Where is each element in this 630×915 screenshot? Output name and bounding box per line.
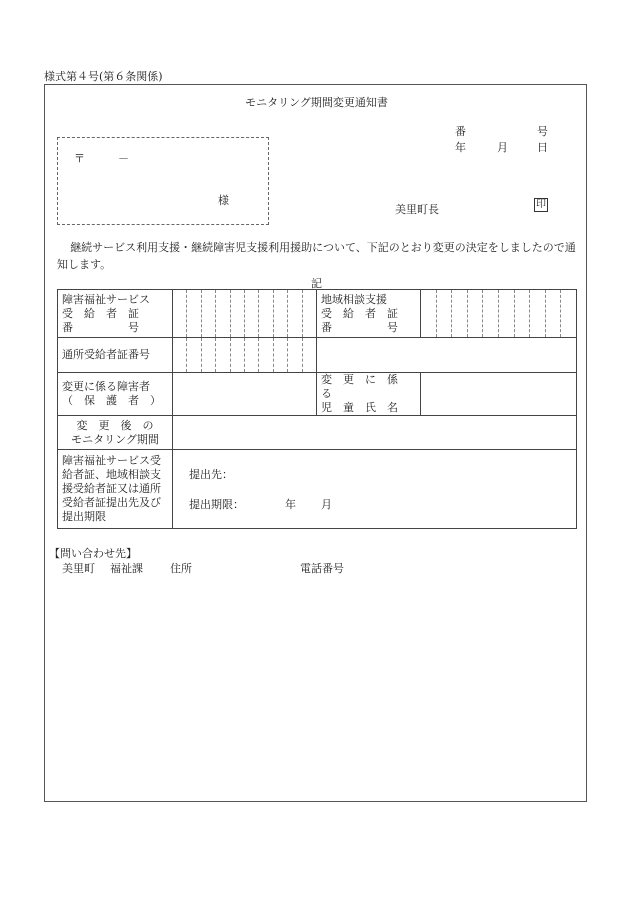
label-line: 変 更 後 の xyxy=(76,418,154,432)
monitoring-period-label xyxy=(58,416,173,450)
deadline-year: 年 xyxy=(285,498,296,511)
date-month: 月 xyxy=(497,141,508,154)
address-box xyxy=(57,137,269,225)
deadline-label: 提出期限： xyxy=(189,498,244,511)
label-line: モニタリング期間 xyxy=(71,432,159,446)
table-row xyxy=(58,290,577,338)
empty-cell xyxy=(317,338,577,373)
label-line: 援受給者証又は通所 xyxy=(62,482,161,495)
child-name-label xyxy=(317,373,421,416)
child-name-field[interactable] xyxy=(421,373,577,416)
community-cert-number-field[interactable] xyxy=(421,290,577,338)
deadline-month: 月 xyxy=(321,498,332,511)
community-cert-number-label xyxy=(317,290,421,338)
number-label: 番 xyxy=(455,125,466,138)
label-line: 変 更 に 係 る xyxy=(321,373,409,400)
label-line: （ 保 護 者 ） xyxy=(62,394,161,407)
label-line: 障害福祉サービス受 xyxy=(62,454,161,467)
label-line: 番 号 xyxy=(62,320,139,334)
date-year: 年 xyxy=(455,141,466,154)
table-row xyxy=(58,450,577,529)
seal-box: 印 xyxy=(536,199,546,210)
ki-heading: 記 xyxy=(311,277,322,290)
notice-body-text: 継続サービス利用支援・継続障害児支援利用援助について、下記のとおり変更の決定をしましたので通知します。 xyxy=(57,241,576,271)
guardian-field[interactable] xyxy=(173,373,317,416)
welfare-cert-number-label xyxy=(58,290,173,338)
contact-address-label: 住所 xyxy=(170,562,192,575)
daycare-cert-number-field[interactable] xyxy=(173,338,317,373)
contact-phone-label: 電話番号 xyxy=(300,562,344,575)
welfare-cert-number-field[interactable] xyxy=(173,290,317,338)
contact-dept: 福祉課 xyxy=(110,562,143,575)
honorific-sama: 様 xyxy=(218,194,229,207)
table-row xyxy=(58,338,577,373)
postal-code-dash: － xyxy=(118,152,129,165)
details-table xyxy=(57,289,577,529)
submit-to-label: 提出先： xyxy=(189,468,233,481)
label-line: 受 給 者 証 xyxy=(62,306,139,320)
label-line: 番 号 xyxy=(321,320,398,334)
contact-town: 美里町 xyxy=(62,562,95,575)
submission-field[interactable] xyxy=(173,450,577,529)
document-frame xyxy=(44,84,587,802)
daycare-cert-number-label xyxy=(58,338,173,373)
label-line: 給者証、地域相談支 xyxy=(62,468,161,481)
guardian-label xyxy=(58,373,173,416)
label-line: 地域相談支援 xyxy=(321,292,387,306)
postal-mark: 〒 xyxy=(74,152,85,165)
monitoring-period-field[interactable] xyxy=(173,416,577,450)
label-line: 通所受給者証番号 xyxy=(62,348,150,361)
label-line: 提出期限 xyxy=(62,510,106,523)
number-suffix: 号 xyxy=(537,125,548,138)
contact-heading: 【問い合わせ先】 xyxy=(49,547,137,560)
document-title: モニタリング期間変更通知書 xyxy=(245,96,388,109)
label-line: 受 給 者 証 xyxy=(321,306,398,320)
label-line: 受給者証提出先及び xyxy=(62,496,161,509)
contact-line xyxy=(62,560,462,574)
label-line: 変更に係る障害者 xyxy=(62,380,150,393)
mayor-title: 美里町長 xyxy=(395,203,439,216)
label-line: 障害福祉サービス xyxy=(62,292,150,306)
label-line: 児 童 氏 名 xyxy=(321,401,398,414)
form-number-label: 様式第４号(第６条関係) xyxy=(44,70,163,83)
date-day: 日 xyxy=(537,141,548,154)
table-row xyxy=(58,416,577,450)
submission-label xyxy=(58,450,173,529)
table-row xyxy=(58,373,577,416)
